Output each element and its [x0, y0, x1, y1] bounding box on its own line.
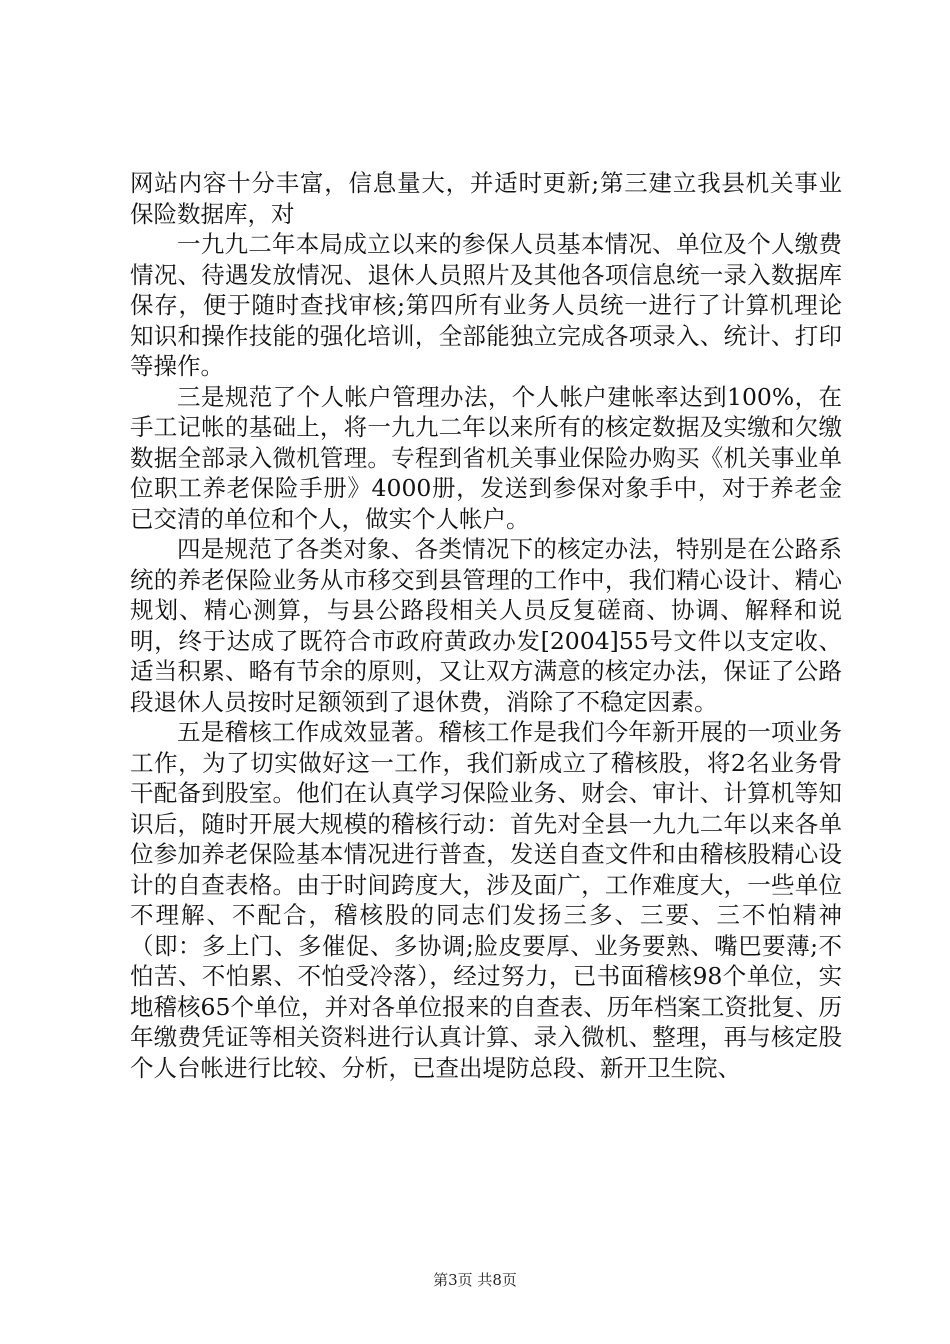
paragraph-4: 四是规范了各类对象、各类情况下的核定办法，特别是在公路系统的养老保险业务从市移交到县管理的工作中，我们精心设计、精心规划、精心测算，与县公路段相关人员反复磋商、协调、解释和说明，终于达成了既符合市政府黄政办发[2004]55号文件以支定收、适当积累、略有节余的原则，又让双方满意的核定办法，保证了公路段退休人员按时足额领到了退休费，消除了不稳定因素。 — [130, 535, 842, 716]
paragraph-3: 三是规范了个人帐户管理办法，个人帐户建帐率达到100%，在手工记帐的基础上，将一九九二年以来所有的核定数据及实缴和欠缴数据全部录入微机管理。专程到省机关事业保险办购买《机关事业单位职工养老保险手册》4000册，发送到参保对象手中，对于养老金已交清的单位和个人，做实个人帐户。 — [130, 382, 842, 533]
page-number: 第3页 共8页 — [433, 1271, 517, 1289]
paragraph-5: 五是稽核工作成效显著。稽核工作是我们今年新开展的一项业务工作，为了切实做好这一工作，我们新成立了稽核股，将2名业务骨干配备到股室。他们在认真学习保险业务、财会、审计、计算机等知识后，随时开展大规模的稽核行动：首先对全县一九九二年以来各单位参加养老保险基本情况进行普查，发送自查文件和由稽核股精心设计的自查表格。由于时间跨度大，涉及面广，工作难度大，一些单位不理解、不配合，稽核股的同志们发扬三多、三要、三不怕精神（即：多上门、多催促、多协调;脸皮要厚、业务要熟、嘴巴要薄;不怕苦、不怕累、不怕受冷落），经过努力，已书面稽核98个单位，实地稽核65个单位，并对各单位报来的自查表、历年档案工资批复、历年缴费凭证等相关资料进行认真计算、录入微机、整理，再与核定股个人台帐进行比较、分析，已查出堤防总段、新开卫生院、 — [130, 718, 842, 1082]
paragraph-1: 网站内容十分丰富，信息量大，并适时更新;第三建立我县机关事业保险数据库，对 — [130, 169, 842, 228]
document-body — [130, 168, 842, 1083]
paragraph-2: 一九九二年本局成立以来的参保人员基本情况、单位及个人缴费情况、待遇发放情况、退休人员照片及其他各项信息统一录入数据库保存，便于随时查找审核;第四所有业务人员统一进行了计算机理论知识和操作技能的强化培训，全部能独立完成各项录入、统计、打印等操作。 — [130, 230, 842, 380]
